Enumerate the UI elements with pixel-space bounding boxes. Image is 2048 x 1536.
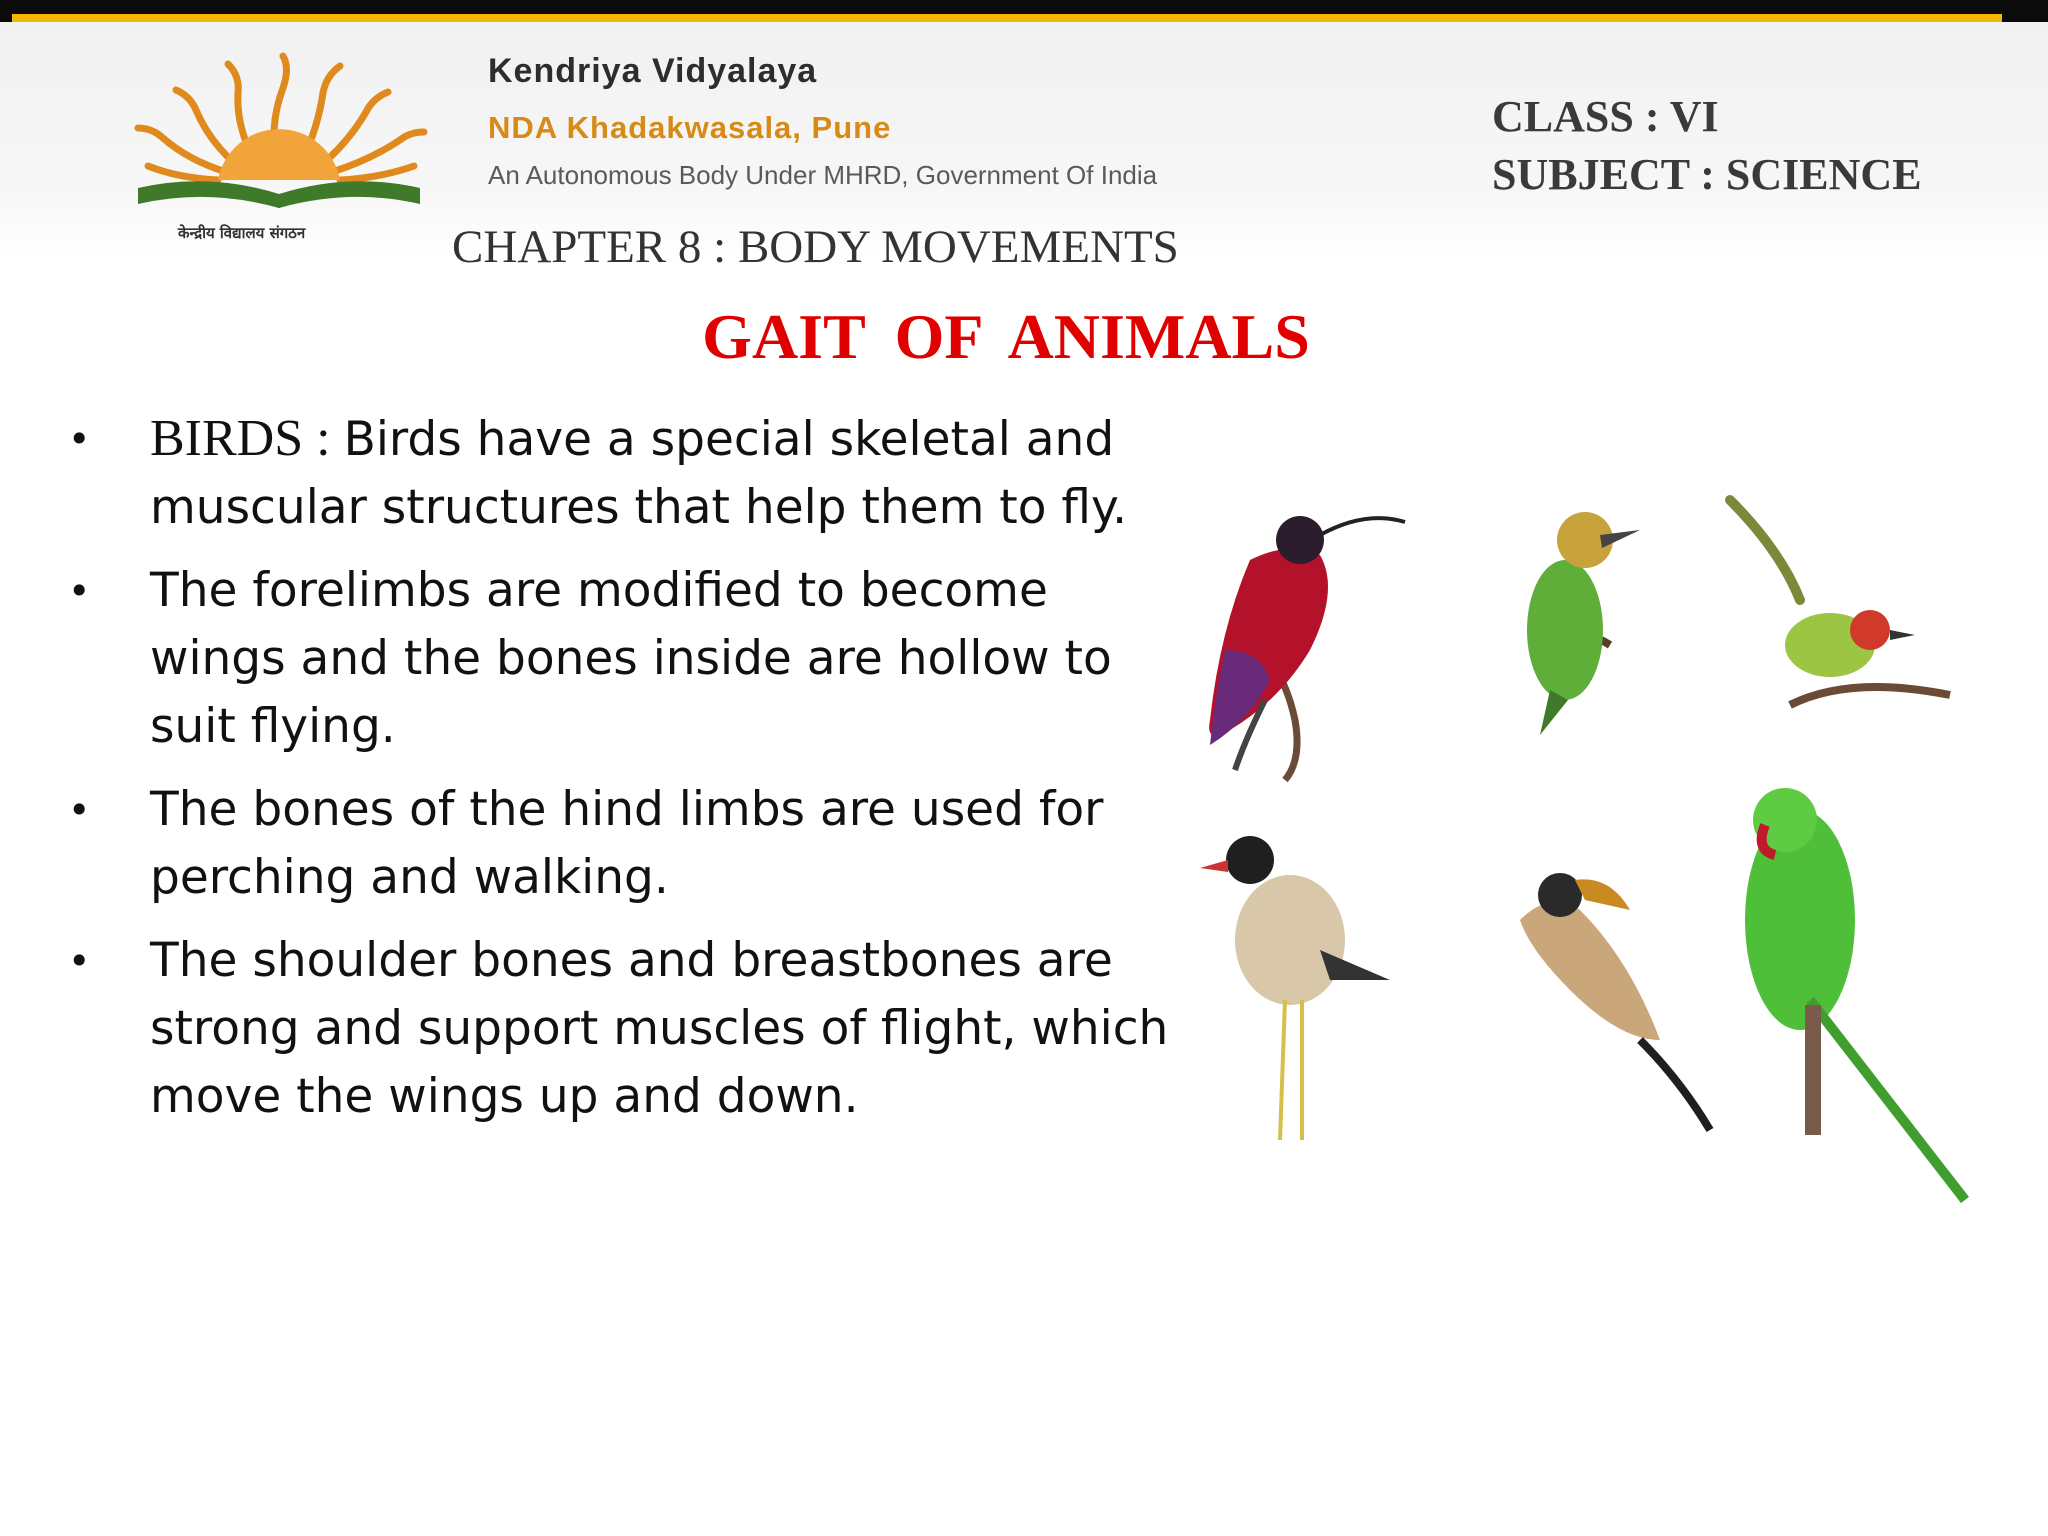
bullet-text: The bones of the hind limbs are used for perching and walking.: [150, 782, 1104, 905]
slide-title: GAIT OF ANIMALS: [702, 301, 1310, 372]
barbet-image: [1527, 512, 1640, 735]
chapter-heading: CHAPTER 8 : BODY MOVEMENTS: [452, 221, 1179, 273]
warbler-image: [1730, 500, 1950, 705]
accent-stripe: [12, 14, 2002, 22]
lapwing-image: [1200, 836, 1390, 1140]
sunbird-image: [1209, 516, 1405, 780]
bullet-item: [64, 557, 1174, 761]
bullet-icon: •: [68, 569, 91, 613]
top-bar: [0, 0, 2048, 22]
logo-caption: केन्द्रीय विद्यालय संगठन: [178, 224, 306, 242]
bullet-text: The shoulder bones and breastbones are strong and support muscles of flight, which move the wings up and down.: [150, 933, 1169, 1124]
bullet-item: [64, 405, 1174, 542]
bullet-icon: •: [68, 417, 91, 461]
organization-tagline: An Autonomous Body Under MHRD, Government Of India: [488, 160, 1158, 190]
parakeet-image: [1745, 788, 1965, 1200]
subject-label: SUBJECT : SCIENCE: [1492, 150, 1922, 199]
bullet-item: [64, 776, 1174, 912]
class-subject-info: [1492, 88, 1922, 204]
kendriya-vidyalaya-logo: [118, 48, 453, 243]
bullet-lead: BIRDS :: [150, 410, 344, 467]
bullet-list: [64, 405, 1174, 1146]
bullet-icon: •: [68, 939, 91, 983]
bullet-icon: •: [68, 788, 91, 832]
birds-illustration: [1190, 480, 2020, 1240]
bullet-text: Birds have a special skeletal and muscular structures that help them to fly.: [150, 412, 1128, 535]
hornbill-image: [1520, 873, 1710, 1130]
class-label: CLASS : VI: [1492, 92, 1719, 141]
bullet-text: The forelimbs are modified to become wings and the bones inside are hollow to suit flying.: [150, 563, 1112, 754]
organization-name: Kendriya Vidyalaya: [488, 52, 818, 90]
organization-location: NDA Khadakwasala, Pune: [488, 110, 892, 145]
bullet-item: [64, 927, 1174, 1131]
